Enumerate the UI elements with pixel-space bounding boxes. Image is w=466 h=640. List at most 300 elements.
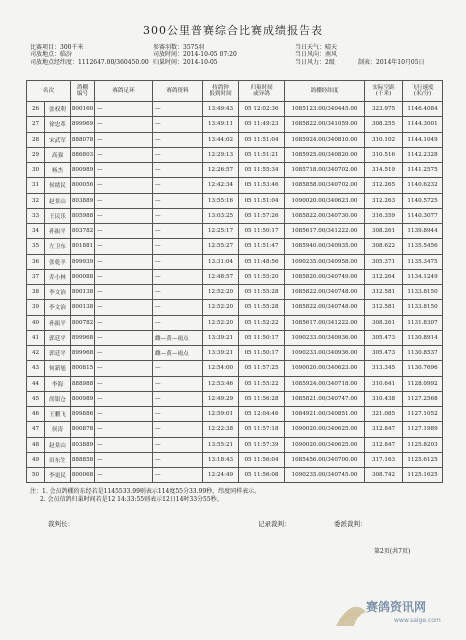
table-cell: 赵景山: [45, 193, 71, 208]
table-cell: 田东生: [45, 452, 71, 467]
table-cell: 30: [27, 163, 45, 178]
table-cell: 12:53:46: [203, 376, 239, 391]
table-cell: 1128.0992: [403, 376, 443, 391]
table-cell: 05 11:57:18: [239, 422, 285, 437]
table-cell: —: [153, 224, 203, 239]
table-cell: —: [95, 102, 153, 117]
table-cell: 05 11:56:28: [239, 391, 285, 406]
table-cell: 1090020.00/340623.00: [285, 193, 365, 208]
table-cell: 05 11:52:22: [239, 315, 285, 330]
table-cell: 1133.8150: [403, 300, 443, 315]
table-cell: 48: [27, 437, 45, 452]
table-cell: 1130.8537: [403, 346, 443, 361]
table-row: [27, 391, 443, 406]
table-cell: 侯绪民: [45, 178, 71, 193]
table-cell: 郭廷平: [45, 346, 71, 361]
results-table: [26, 80, 443, 483]
table-cell: —: [153, 254, 203, 269]
footnote: 2. 会员信鸽归巢时间若是12 14:33:55则表示12日14时33分55秒。: [40, 496, 223, 503]
table-cell: 308.261: [365, 315, 403, 330]
table-cell: 1085820.00/340749.00: [285, 269, 365, 284]
table-row: [27, 132, 443, 147]
report-title: 300公里普赛综合比赛成绩报告表: [143, 24, 323, 37]
table-cell: 1144.3001: [403, 117, 443, 132]
table-row: [27, 224, 443, 239]
table-cell: 12:48:57: [203, 269, 239, 284]
table-cell: 李文治: [45, 300, 71, 315]
table-cell: 1090020.00/340623.00: [285, 361, 365, 376]
table-cell: —: [95, 132, 153, 147]
table-cell: 31: [27, 178, 45, 193]
table-cell: —: [95, 117, 153, 132]
table-cell: —: [153, 315, 203, 330]
table-row: [27, 468, 443, 483]
table-cell: 05 11:49:23: [239, 117, 285, 132]
table-cell: 1140.3077: [403, 208, 443, 223]
table-cell: 13:18:43: [203, 452, 239, 467]
table-cell: 1131.8307: [403, 315, 443, 330]
table-cell: —: [95, 391, 153, 406]
table-cell: 314.519: [365, 163, 403, 178]
table-cell: 1125.8203: [403, 437, 443, 452]
footnotes: [30, 488, 260, 504]
table-row: [27, 300, 443, 315]
table-row: [27, 346, 443, 361]
table-cell: 305.371: [365, 254, 403, 269]
table-row: [27, 330, 443, 345]
info-item: 比赛项目：300千米: [30, 44, 84, 51]
table-cell: 12:54:00: [203, 361, 239, 376]
table-cell: 32: [27, 193, 45, 208]
table-cell: 1085822.00/340748.00: [285, 285, 365, 300]
table-cell: 1085617.00/341222.00: [285, 315, 365, 330]
table-row: [27, 208, 443, 223]
table-cell: 05 11:57:39: [239, 437, 285, 452]
table-cell: 899968: [71, 330, 95, 345]
table-cell: 310.438: [365, 391, 403, 406]
table-cell: 800138: [71, 300, 95, 315]
table-row: [27, 452, 443, 467]
assigned-referee-label: 委派裁判：: [334, 520, 367, 528]
table-cell: 05 11:50:17: [239, 224, 285, 239]
table-cell: 13:39:21: [203, 346, 239, 361]
table-cell: —: [153, 178, 203, 193]
table-cell: 13:55:16: [203, 193, 239, 208]
table-cell: —: [95, 300, 153, 315]
table-row: [27, 285, 443, 300]
table-cell: 1085822.00/340730.00: [285, 208, 365, 223]
table-cell: —: [153, 285, 203, 300]
table-row: [27, 102, 443, 117]
table-cell: 尚银仓: [45, 391, 71, 406]
table-cell: 899886: [71, 407, 95, 422]
table-cell: 899969: [71, 117, 95, 132]
table-cell: 1085456.00/340700.00: [285, 452, 365, 467]
table-cell: 乔小林: [45, 269, 71, 284]
table-cell: 44: [27, 376, 45, 391]
table-cell: 33: [27, 208, 45, 223]
table-cell: 41: [27, 330, 45, 345]
table-cell: 800068: [71, 468, 95, 483]
table-cell: 05 11:51:21: [239, 147, 285, 162]
header-cell: 鸽棚经纬度: [285, 81, 365, 102]
table-cell: 1085822.00/340748.00: [285, 300, 365, 315]
table-cell: 42: [27, 346, 45, 361]
table-cell: 05 11:55:28: [239, 285, 285, 300]
table-cell: 赵景山: [45, 437, 71, 452]
table-cell: 308.742: [365, 468, 403, 483]
table-cell: 312.847: [365, 437, 403, 452]
table-cell: —: [153, 147, 203, 162]
table-cell: 1140.5725: [403, 193, 443, 208]
table-cell: 323.975: [365, 102, 403, 117]
table-cell: 1084921.00/340851.00: [285, 407, 365, 422]
table-cell: 1146.4084: [403, 102, 443, 117]
table-cell: 316.359: [365, 208, 403, 223]
table-cell: —: [153, 300, 203, 315]
table-cell: —: [153, 437, 203, 452]
table-cell: 29: [27, 147, 45, 162]
table-cell: 05 11:57:26: [239, 208, 285, 223]
table-cell: 1141.2575: [403, 163, 443, 178]
table-cell: 05 11:50:17: [239, 346, 285, 361]
table-cell: 1140.6232: [403, 178, 443, 193]
table-cell: 高强: [45, 147, 71, 162]
table-cell: 800878: [71, 422, 95, 437]
table-cell: 张权利: [45, 102, 71, 117]
table-cell: —: [95, 346, 153, 361]
table-cell: —: [153, 239, 203, 254]
table-cell: 1125.1625: [403, 468, 443, 483]
table-cell: 05 12:02:36: [239, 102, 285, 117]
table-cell: 312.264: [365, 269, 403, 284]
table-cell: 36: [27, 254, 45, 269]
table-cell: —: [95, 147, 153, 162]
table-cell: 13:49:43: [203, 102, 239, 117]
info-item: 参赛羽数：3575羽: [153, 44, 205, 51]
table-cell: 801881: [71, 239, 95, 254]
table-cell: 1090233.00/340936.00: [285, 346, 365, 361]
table-cell: 13:31:04: [203, 254, 239, 269]
table-row: [27, 361, 443, 376]
info-item: 司放地点：临汾: [30, 51, 73, 59]
table-cell: 1090235.00/340745.00: [285, 468, 365, 483]
table-cell: 50: [27, 468, 45, 483]
table-cell: 312.581: [365, 300, 403, 315]
table-cell: 05 11:57:25: [239, 361, 285, 376]
table-cell: —: [95, 376, 153, 391]
table-cell: —: [95, 269, 153, 284]
table-cell: —: [95, 437, 153, 452]
table-cell: 12:25:17: [203, 224, 239, 239]
table-cell: 05 11:56:04: [239, 452, 285, 467]
table-cell: 1090020.00/340625.00: [285, 437, 365, 452]
table-cell: 左卫东: [45, 239, 71, 254]
table-cell: 800989: [71, 391, 95, 406]
table-cell: 12:26:57: [203, 163, 239, 178]
table-cell: 13:39:21: [203, 330, 239, 345]
table-cell: 800989: [71, 163, 95, 178]
table-row: [27, 163, 443, 178]
table-cell: 803782: [71, 224, 95, 239]
table-cell: 308.261: [365, 224, 403, 239]
table-cell: 43: [27, 361, 45, 376]
table-cell: 1085924.00/340810.00: [285, 132, 365, 147]
table-cell: —: [153, 269, 203, 284]
info-item: 当日天气：晴天: [295, 44, 338, 51]
table-cell: 899939: [71, 254, 95, 269]
table-cell: 郭廷平: [45, 330, 71, 345]
table-cell: 1085858.00/340702.00: [285, 178, 365, 193]
table-cell: —: [153, 391, 203, 406]
table-cell: —: [95, 330, 153, 345]
table-cell: 1085924.00/340718.00: [285, 376, 365, 391]
table-row: [27, 117, 443, 132]
header-cell: 归巢时间 或异鸽: [239, 81, 285, 102]
table-cell: 899968: [71, 346, 95, 361]
table-cell: 310.516: [365, 147, 403, 162]
table-cell: 312.581: [365, 285, 403, 300]
table-row: [27, 437, 443, 452]
table-cell: 308.622: [365, 239, 403, 254]
header-cell: 持鸽钟 报到时间: [203, 81, 239, 102]
table-cell: 1085617.00/341222.00: [285, 224, 365, 239]
table-cell: —: [153, 102, 203, 117]
table-cell: 1144.1049: [403, 132, 443, 147]
table-cell: 1127.1989: [403, 422, 443, 437]
table-cell: 47: [27, 422, 45, 437]
table-cell: 317.163: [365, 452, 403, 467]
table-cell: 886803: [71, 147, 95, 162]
table-cell: 12:24:49: [203, 468, 239, 483]
table-cell: 1135.5456: [403, 239, 443, 254]
table-cell: 13:49:11: [203, 117, 239, 132]
table-cell: —: [153, 132, 203, 147]
table-cell: 39: [27, 300, 45, 315]
table-cell: 孙振平: [45, 315, 71, 330]
table-cell: 12:49:29: [203, 391, 239, 406]
made-date: 制表：2014年10月05日: [358, 58, 425, 66]
table-cell: 李文治: [45, 285, 71, 300]
table-cell: 05 11:53:46: [239, 178, 285, 193]
table-cell: 888988: [71, 376, 95, 391]
table-cell: 1125.6125: [403, 452, 443, 467]
table-row: [27, 269, 443, 284]
table-cell: —: [95, 178, 153, 193]
info-col3: [295, 44, 337, 66]
table-cell: 05 11:50:17: [239, 330, 285, 345]
table-cell: —: [95, 193, 153, 208]
header-cell: 鸽棚 编号: [71, 81, 95, 102]
table-cell: —: [95, 452, 153, 467]
table-cell: 李更民: [45, 468, 71, 483]
table-cell: 12:55:27: [203, 239, 239, 254]
table-cell: 1127.1052: [403, 407, 443, 422]
table-cell: 1090020.00/340625.00: [285, 422, 365, 437]
table-cell: 孙振平: [45, 224, 71, 239]
table-row: [27, 147, 443, 162]
table-cell: 13:03:25: [203, 208, 239, 223]
table-row: [27, 376, 443, 391]
table-cell: 1085821.00/340747.00: [285, 391, 365, 406]
table-row: [27, 422, 443, 437]
table-cell: 38: [27, 285, 45, 300]
table-cell: 49: [27, 452, 45, 467]
table-cell: —: [153, 468, 203, 483]
table-cell: 1085940.00/340935.00: [285, 239, 365, 254]
table-cell: 37: [27, 269, 45, 284]
table-cell: 12:29:13: [203, 147, 239, 162]
table-cell: —: [95, 468, 153, 483]
table-cell: 05 11:48:56: [239, 254, 285, 269]
table-cell: —: [95, 315, 153, 330]
table-cell: —: [95, 208, 153, 223]
table-cell: 312.265: [365, 178, 403, 193]
table-cell: 310.641: [365, 376, 403, 391]
table-cell: —: [95, 407, 153, 422]
table-cell: 05 11:55:28: [239, 300, 285, 315]
table-cell: —: [153, 407, 203, 422]
table-cell: 35: [27, 239, 45, 254]
table-cell: 310.102: [365, 132, 403, 147]
table-cell: 李海: [45, 376, 71, 391]
table-cell: 34: [27, 224, 45, 239]
table-cell: 12:59:01: [203, 407, 239, 422]
table-cell: 05 11:55:34: [239, 163, 285, 178]
table-cell: 305.473: [365, 346, 403, 361]
table-cell: 05 11:51:04: [239, 193, 285, 208]
table-cell: 1135.3475: [403, 254, 443, 269]
table-cell: 张乾羊: [45, 254, 71, 269]
table-cell: —: [95, 239, 153, 254]
table-cell: 312.263: [365, 193, 403, 208]
table-cell: 800088: [71, 269, 95, 284]
table-cell: 1127.2568: [403, 391, 443, 406]
info-col1: [30, 44, 149, 66]
info-item: 司放地点经纬度：1112647.00/360450.00: [30, 58, 149, 66]
info-col2: [153, 44, 237, 66]
table-cell: 1090235.00/340958.00: [285, 254, 365, 269]
table-cell: 308.255: [365, 117, 403, 132]
table-cell: 05 11:55:20: [239, 269, 285, 284]
table-row: [27, 178, 443, 193]
table-cell: 雌—黄—雨点: [153, 346, 203, 361]
table-cell: 13:55:21: [203, 437, 239, 452]
table-cell: 1085822.00/341059.00: [285, 117, 365, 132]
table-cell: —: [95, 254, 153, 269]
info-item: 归巢时间：2014-10-05: [153, 58, 218, 66]
table-cell: 12:52:20: [203, 300, 239, 315]
table-cell: 1139.8944: [403, 224, 443, 239]
table-cell: 800815: [71, 361, 95, 376]
table-cell: 800056: [71, 178, 95, 193]
table-cell: —: [153, 422, 203, 437]
table-cell: —: [153, 117, 203, 132]
table-cell: 05 11:56:08: [239, 468, 285, 483]
table-cell: 803889: [71, 193, 95, 208]
watermark-url: www.saige.com: [394, 617, 441, 624]
table-cell: 805988: [71, 208, 95, 223]
table-cell: 26: [27, 102, 45, 117]
table-cell: 13:44:02: [203, 132, 239, 147]
info-item: 司放时间：2014-10-05 07:20: [153, 51, 237, 59]
table-cell: 321.085: [365, 407, 403, 422]
table-cell: 1130.8914: [403, 330, 443, 345]
footnote: 注：1. 会员鸽棚的东经若是1145533.99则表示114度55分33.99秒，纬度同样表示。: [30, 488, 261, 495]
table-cell: 05 11:51:47: [239, 239, 285, 254]
info-item: 当日风力：2级: [295, 58, 335, 66]
table-cell: 1133.8150: [403, 285, 443, 300]
table-row: [27, 193, 443, 208]
table-row: [27, 407, 443, 422]
table-cell: 12:22:38: [203, 422, 239, 437]
table-cell: 40: [27, 315, 45, 330]
table-cell: 05 12:04:46: [239, 407, 285, 422]
table-cell: 1090233.00/340936.00: [285, 330, 365, 345]
table-body: [27, 102, 443, 483]
table-cell: —: [95, 224, 153, 239]
table-cell: 800138: [71, 285, 95, 300]
table-cell: 888078: [71, 132, 95, 147]
table-cell: 12:52:20: [203, 315, 239, 330]
table-cell: 侯涛: [45, 422, 71, 437]
table-cell: 12:52:20: [203, 285, 239, 300]
table-cell: —: [95, 163, 153, 178]
header-cell: 名次: [27, 81, 71, 102]
table-row: [27, 315, 443, 330]
table-header-row: [27, 81, 443, 102]
table-cell: 1085123.00/340445.00: [285, 102, 365, 117]
table-cell: 46: [27, 407, 45, 422]
table-cell: —: [153, 208, 203, 223]
header-cell: 飞行速度 (米/分): [403, 81, 443, 102]
table-cell: —: [153, 163, 203, 178]
table-cell: —: [153, 452, 203, 467]
table-row: [27, 239, 443, 254]
table-cell: 05 11:51:04: [239, 132, 285, 147]
table-cell: —: [95, 422, 153, 437]
page-number: 第2页(共7页): [374, 548, 411, 555]
table-cell: 12:42:34: [203, 178, 239, 193]
table-cell: 王鹏飞: [45, 407, 71, 422]
table-cell: —: [95, 285, 153, 300]
table-cell: —: [95, 361, 153, 376]
table-cell: 1134.1249: [403, 269, 443, 284]
table-cell: 徐忠革: [45, 117, 71, 132]
watermark-text: 赛鸽资讯网: [366, 600, 427, 614]
table-cell: 800160: [71, 102, 95, 117]
header-cell: 实际空距 (千米): [365, 81, 403, 102]
table-cell: 杨杰: [45, 163, 71, 178]
table-cell: 305.473: [365, 330, 403, 345]
table-cell: 1142.2328: [403, 147, 443, 162]
table-cell: 1085718.00/340702.00: [285, 163, 365, 178]
table-cell: 28: [27, 132, 45, 147]
table-cell: 何新旭: [45, 361, 71, 376]
table-cell: 宋武军: [45, 132, 71, 147]
table-cell: —: [153, 193, 203, 208]
table-cell: 雌—黄—雨点: [153, 330, 203, 345]
table-cell: 1130.7696: [403, 361, 443, 376]
table-cell: —: [153, 376, 203, 391]
table-cell: 05 11:55:22: [239, 376, 285, 391]
chief-referee-label: 裁判长：: [48, 520, 74, 528]
table-cell: 王民乐: [45, 208, 71, 223]
table-cell: 313.345: [365, 361, 403, 376]
table-cell: 1085925.00/340820.00: [285, 147, 365, 162]
record-referee-label: 记录裁判：: [258, 520, 291, 528]
info-item: 当日风向：南风: [295, 51, 338, 59]
